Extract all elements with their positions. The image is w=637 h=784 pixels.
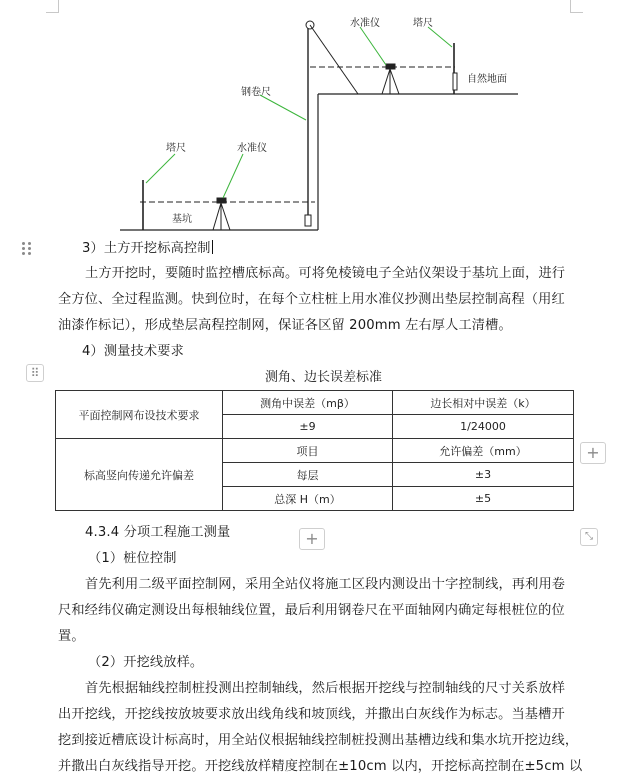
subsection1-heading: （1）桩位控制 bbox=[88, 551, 177, 566]
table-row bbox=[56, 391, 574, 415]
label-steel-tape: 钢卷尺 bbox=[241, 87, 271, 98]
table-cell[interactable]: 标高竖向传递允许偏差 bbox=[56, 439, 223, 511]
label-natural-ground: 自然地面 bbox=[467, 74, 507, 85]
page-corner-top-right bbox=[570, 0, 583, 13]
add-row-button[interactable]: + bbox=[299, 528, 325, 550]
add-column-button[interactable]: + bbox=[580, 442, 606, 464]
tape-weight bbox=[305, 215, 311, 226]
table-row bbox=[56, 439, 574, 463]
table-cell[interactable]: 项目 bbox=[223, 439, 393, 463]
paragraph-line: 全方位、全过程监测。快到位时，在每个立柱桩上用水准仪抄测出垫层控制高程（用红 bbox=[58, 292, 565, 307]
leader-staff-top bbox=[428, 27, 452, 47]
error-standard-table bbox=[55, 390, 574, 511]
table-cell[interactable]: 测角中误差（mβ） bbox=[223, 391, 393, 415]
table-caption: 测角、边长误差标准 bbox=[265, 370, 383, 385]
table-cell[interactable]: 总深 H（m） bbox=[223, 487, 393, 511]
table-cell[interactable]: 每层 bbox=[223, 463, 393, 487]
label-level-top: 水准仪 bbox=[350, 18, 380, 29]
table-cell[interactable]: 允许偏差（mm） bbox=[393, 439, 574, 463]
table-cell[interactable]: ±9 bbox=[223, 415, 393, 439]
paragraph-line: 出开挖线，开挖线按放坡要求放出线角线和坡顶线，并撒出白灰线作为标志。当基槽开 bbox=[58, 707, 565, 722]
paragraph-line: 首先根据轴线控制桩投测出控制轴线，然后根据开挖线与控制轴线的尺寸关系放样 bbox=[85, 681, 566, 696]
upper-level-tripod bbox=[382, 64, 399, 94]
table-move-handle[interactable]: ⠿ bbox=[26, 364, 44, 382]
section4-heading: 4）测量技术要求 bbox=[82, 344, 184, 359]
paragraph-line: 挖到接近槽底设计标高时，用全站仪根据轴线控制桩投测出基槽边线和集水坑开挖边线， bbox=[58, 733, 579, 748]
page-corner-top-left bbox=[46, 0, 59, 13]
table-cell[interactable]: 边长相对中误差（k） bbox=[393, 391, 574, 415]
leader-level-bottom bbox=[223, 154, 243, 198]
paragraph-line: 首先利用二级平面控制网，采用全站仪将施工区段内测设出十字控制线，再利用卷 bbox=[85, 577, 566, 592]
table-cell[interactable]: ±3 bbox=[393, 463, 574, 487]
text-cursor bbox=[212, 240, 213, 254]
paragraph-drag-handle[interactable] bbox=[22, 242, 32, 256]
paragraph-line: 并撒出白灰线指导开挖。开挖线放样精度控制在±10cm 以内，开挖标高控制在±5cm 以 bbox=[58, 759, 583, 774]
table-cell[interactable]: 1/24000 bbox=[393, 415, 574, 439]
label-pit: 基坑 bbox=[172, 214, 192, 225]
label-level-bottom: 水准仪 bbox=[237, 143, 267, 154]
paragraph-line: 土方开挖时，要随时监控槽底标高。可将免棱镜电子全站仪架设于基坑上面，进行 bbox=[85, 266, 566, 281]
leader-level-top bbox=[360, 27, 386, 65]
table-cell[interactable]: 平面控制网布设技术要求 bbox=[56, 391, 223, 439]
tape-support-line bbox=[310, 25, 358, 94]
section434-heading: 4.3.4 分项工程施工测量 bbox=[85, 525, 231, 540]
paragraph-line: 油漆作标记），形成垫层高程控制网，保证各区留 200mm 左右厚人工清槽。 bbox=[58, 318, 512, 333]
ground-staff-marker bbox=[453, 73, 457, 90]
leveling-diagram bbox=[110, 5, 530, 240]
section3-heading: 3）土方开挖标高控制 bbox=[82, 241, 211, 256]
label-staff-top: 塔尺 bbox=[413, 18, 433, 29]
subsection2-heading: （2）开挖线放样。 bbox=[88, 655, 204, 670]
label-staff-bottom: 塔尺 bbox=[166, 143, 186, 154]
leader-steel-tape bbox=[260, 95, 306, 120]
leader-staff-bottom bbox=[146, 154, 175, 183]
table-resize-handle[interactable]: ⤡ bbox=[580, 528, 598, 546]
paragraph-line: 尺和经纬仪确定测设出每根轴线位置，最后利用钢卷尺在平面轴网内确定每根桩位的位 bbox=[58, 603, 565, 618]
lower-level-tripod bbox=[213, 198, 230, 230]
paragraph-line: 置。 bbox=[58, 629, 85, 644]
table-cell[interactable]: ±5 bbox=[393, 487, 574, 511]
